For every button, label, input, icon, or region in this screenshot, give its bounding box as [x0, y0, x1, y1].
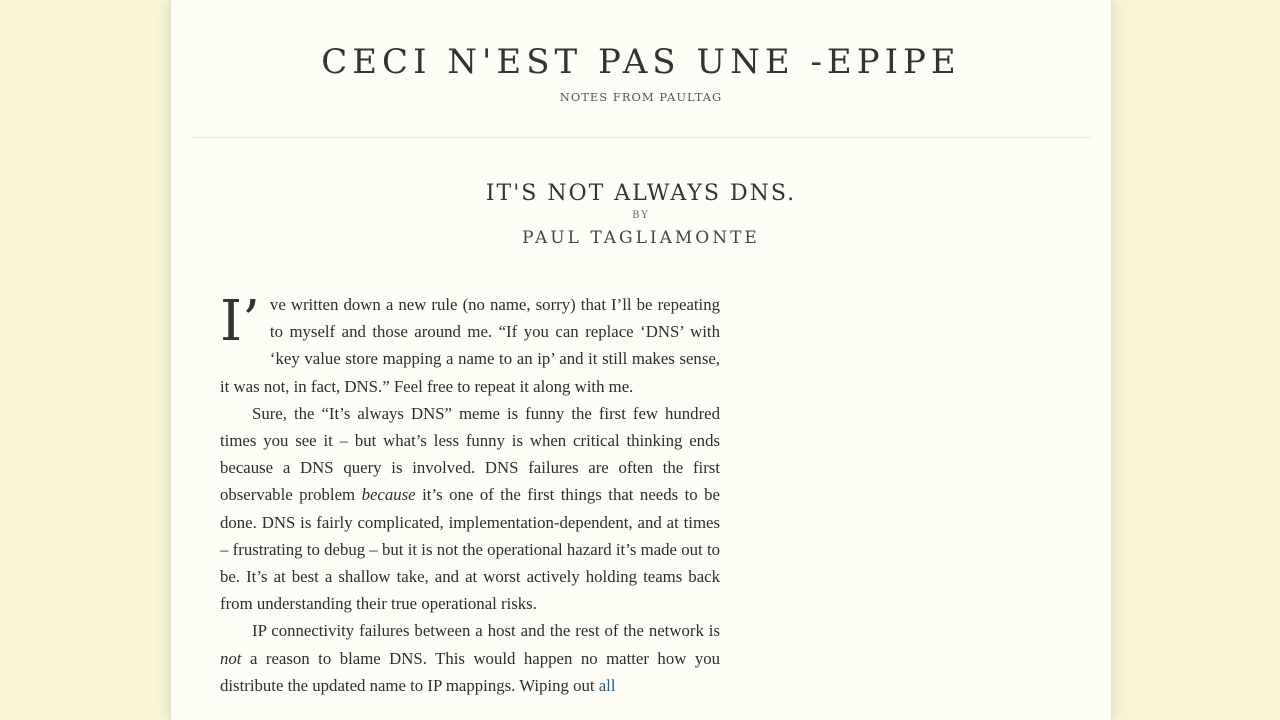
rule-quote: “If you can replace ‘DNS’ with ‘key value store mapping a name to an ip’ and it still makes sense, it was not, in fact, DNS.” [220, 322, 720, 396]
paragraph-2-text-b: it’s one of the first things that needs to be done. DNS is fairly complicated, implementation-dependent, and at times – frustrating to debug – but it is not the operational hazard it’s made out to be. It’s at best a shallow take, and at worst actively holding teams back from understanding their true operational risks. [220, 485, 720, 614]
post-author: PAUL TAGLIAMONTE [522, 228, 760, 248]
paragraph-3-emphasis: not [220, 648, 242, 668]
post-header [171, 180, 1111, 249]
site-header [171, 0, 1111, 104]
header-divider [191, 137, 1091, 138]
paragraph-1-text-b: Feel free to repeat it along with me. [389, 376, 634, 396]
post-byline-label: BY [632, 210, 650, 221]
post-title[interactable]: IT'S NOT ALWAYS DNS. [485, 181, 797, 206]
paragraph-3 [220, 617, 720, 699]
paragraph-1 [220, 291, 720, 400]
paragraph-3-link[interactable]: all [598, 675, 616, 695]
paragraph-3-text-a: IP connectivity failures between a host and the rest of the network is [252, 621, 720, 641]
paragraph-1-text-a: ve written down a new rule (no name, sorry) that I’ll be repeating to myself and those around me. [269, 295, 720, 342]
paragraph-2-text-a: Sure, the “It’s always DNS” meme is funny the first few hundred times you see it – but what’s less funny is when critical thinking ends because a DNS query is involved. DNS failures are often the first observable problem [220, 403, 720, 505]
paragraph-3-text-b: a reason to blame DNS. This would happen no matter how you distribute the updated name to IP mappings. Wiping out [220, 648, 720, 695]
paragraph-2 [220, 400, 720, 618]
site-subtitle: NOTES FROM PAULTAG [559, 90, 723, 104]
paragraph-2-emphasis: because [361, 485, 416, 505]
post-body [220, 291, 720, 699]
drop-cap: I’ [220, 289, 260, 354]
site-title[interactable]: CECI N'EST PAS UNE -EPIPE [321, 42, 961, 82]
